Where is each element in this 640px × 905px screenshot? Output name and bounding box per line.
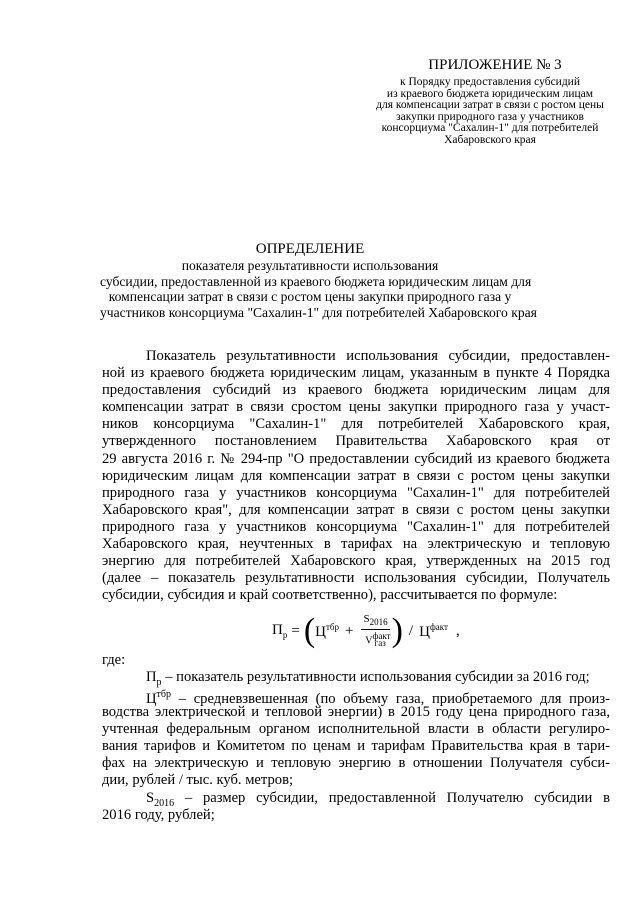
formula <box>272 608 460 654</box>
body-line: 29 августа 2016 г. № 294-пр "О предоставлении субсидий из краевого бюджета <box>102 450 610 467</box>
formula-denominator: $V^{факт}_{газ}$ <box>365 630 391 649</box>
definition-line: учтенная федеральным органом исполнительной власти в области регулиро- <box>102 720 610 737</box>
appendix-block <box>340 56 640 146</box>
formula-price-fact: $Ц^{факт}$ <box>419 621 448 640</box>
formula-numerator: $S_{2016}$ <box>361 613 389 630</box>
heading-title: ОПРЕДЕЛЕНИЕ <box>255 241 365 257</box>
body-line: (далее – показатель результативности использования субсидии, Получатель <box>102 570 610 587</box>
definition-subsidy: $S_{2016}$ – размер субсидии, предоставленной Получателю субсидии в <box>146 789 610 809</box>
heading-subtitle-line: компенсации затрат в связи с ростом цены закупки природного газа у <box>108 289 512 304</box>
body-line: субсидии, субсидия и край соответственно), рассчитывается по формуле: <box>102 587 558 604</box>
appendix-reference <box>340 77 640 146</box>
appendix-ref-line: к Порядку предоставления субсидий <box>400 76 580 88</box>
heading-subtitle-line: показателя результативности использования <box>181 258 439 273</box>
definition-line: водства электрической и тепловой энергии) в 2015 году цена природного газа, <box>102 703 610 720</box>
formula-open-paren: ( <box>303 612 316 649</box>
formula-divide: / <box>408 622 414 639</box>
body-line: Показатель результативности использования субсидии, предоставлен- <box>146 348 610 364</box>
definition-line: вания тарифов и Комитетом по ценам и тарифам Правительства края в тари- <box>102 737 610 754</box>
appendix-ref-line: для компенсации затрат в связи с ростом цены <box>376 99 604 111</box>
document-heading <box>100 240 537 320</box>
body-line: компенсации затрат в связи сростом цены закупки природного газа у участ- <box>102 399 610 416</box>
appendix-ref-line: закупки природного газа у участников <box>396 110 584 123</box>
formula-plus: + <box>345 622 354 639</box>
formula-lhs: $П_р$ <box>272 622 288 640</box>
appendix-ref-line: из краевого бюджета юридическим лицам <box>386 87 594 100</box>
body-paragraph <box>102 348 610 604</box>
definition-line: дии, рублей / тыс. куб. метров; <box>102 772 294 789</box>
body-line: энергию для потребителей Хабаровского края, утвержденных на 2015 год <box>102 553 610 570</box>
appendix-ref-line: консорциума "Сахалин-1" для потребителей <box>381 122 599 134</box>
formula-close-paren: ) <box>391 612 403 649</box>
appendix-title: ПРИЛОЖЕНИЕ № 3 <box>428 57 562 73</box>
heading-subtitle-line: участников консорциума "Сахалин-1" для потребителей Хабаровского края <box>100 304 537 320</box>
body-line: юридическим лицам для компенсации затрат в связи с ростом цены закупки <box>102 467 610 484</box>
definition-pr: $П_р$ – показатель результативности использования субсидии за 2016 год; <box>146 669 590 689</box>
definition-line: 2016 году, рублей; <box>102 806 215 823</box>
body-line: утвержденного постановлением Правительства Хабаровского края от <box>102 433 610 450</box>
where-label: где: <box>102 652 126 668</box>
body-line: ной из краевого бюджета юридическим лицам, указанным в пункте 4 Порядка <box>102 365 610 382</box>
body-line: природного газа у участников консорциума "Сахалин-1" для потребителей <box>102 518 610 535</box>
definition-price-base: $Ц^{тбр}$ – средневзвешенная (по объему газа, приобретаемого для произ- <box>146 689 610 708</box>
appendix-ref-line: Хабаровского края <box>444 133 536 146</box>
formula-equals: = <box>291 622 300 639</box>
heading-subtitle-line: субсидии, предоставленной из краевого бюджета юридическим лицам для <box>100 273 532 289</box>
body-line: Хабаровского края, неучтенных в тарифах на электрическую и тепловую <box>102 536 610 553</box>
body-line: предоставления субсидий из краевого бюджета юридическим лицам для <box>102 382 610 399</box>
formula-comma: , <box>455 622 460 639</box>
body-line: Хабаровского края", для компенсации затрат в связи с ростом цены закупки <box>102 501 610 518</box>
body-line: ников консорциума "Сахалин-1" для потребителей Хабаровского края, <box>102 416 610 433</box>
definition-line: фах на электрическую и тепловую энергию в отношении Получателя субси- <box>102 755 610 772</box>
formula-fraction <box>361 613 389 650</box>
body-line: природного газа у участников консорциума "Сахалин-1" для потребителей <box>102 484 610 501</box>
formula-price-base: $Ц^{тбр}$ <box>315 621 339 640</box>
definitions <box>102 652 610 824</box>
